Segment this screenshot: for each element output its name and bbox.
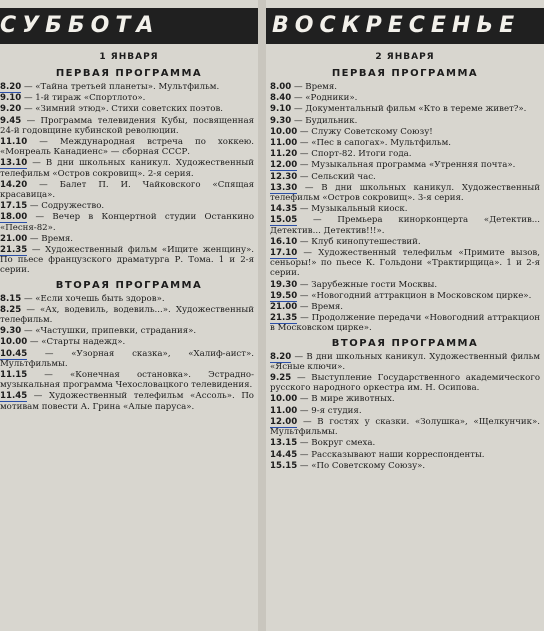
entry-text: — В гостях у сказки. «Золушка», «Щелкунчик». Мультфильмы.: [270, 416, 540, 438]
saturday-program2-title: ВТОРАЯ ПРОГРАММА: [55, 279, 203, 291]
entry-text: — Вечер в Концертной студии Останкино «Песня-82».: [0, 212, 254, 233]
schedule-entry: [270, 461, 540, 471]
entry-text: — Программа телевидения Кубы, посвященная 24-й годовщине кубинской революции.: [0, 115, 254, 136]
entry-time: 18.00: [0, 212, 28, 223]
entry-text: — Художественный телефильм «Ассоль». По мотивам повести А. Грина «Алые паруса».: [0, 391, 254, 412]
schedule-entry: [0, 201, 254, 211]
entry-text: — Спорт-82. Итоги года.: [299, 149, 412, 160]
entry-time: 17.10: [270, 248, 298, 259]
entry-time: 13.10: [0, 158, 28, 169]
schedule-entry: [270, 280, 540, 290]
entry-time: 15.15: [270, 460, 298, 471]
entry-text: — «Если хочешь быть здоров».: [23, 293, 165, 304]
schedule-entry: [0, 93, 254, 103]
schedule-entry: [270, 313, 540, 333]
entry-time: 9.20: [0, 104, 22, 115]
schedule-entry: [270, 373, 540, 393]
entry-time: 21.35: [0, 245, 28, 256]
entry-time: 19.30: [270, 279, 298, 290]
schedule-entry: [270, 302, 540, 312]
entry-time: 14.20: [0, 179, 28, 190]
schedule-entry: [270, 149, 540, 159]
schedule-entry: [270, 172, 540, 182]
schedule-entry: [0, 137, 254, 157]
schedule-entry: [0, 294, 254, 304]
schedule-entry: [270, 352, 540, 372]
schedule-entry: [0, 104, 254, 114]
entry-text: — Время.: [293, 82, 338, 92]
entry-time: 9.30: [0, 326, 22, 337]
entry-time: 21.00: [0, 233, 28, 244]
entry-text: — «Старты надежд».: [29, 337, 126, 348]
sunday-day-name: ВОСКРЕСЕНЬЕ: [272, 13, 521, 38]
schedule-entry: [0, 391, 254, 411]
saturday-program2-list: [0, 294, 258, 412]
entry-time: 8.40: [270, 93, 292, 104]
entry-time: 21.35: [270, 313, 298, 324]
schedule-entry: [270, 450, 540, 460]
entry-text: — Содружество.: [29, 201, 105, 212]
entry-text: — Вокруг смеха.: [299, 438, 376, 449]
entry-text: — Служу Советскому Союзу!: [299, 126, 433, 137]
entry-text: — Будильник.: [293, 115, 358, 126]
entry-time: 8.25: [0, 304, 22, 315]
schedule-entry: [270, 406, 540, 416]
entry-time: 19.50: [270, 290, 298, 301]
column-divider: [258, 0, 266, 631]
schedule-entry: [0, 305, 254, 325]
entry-time: 8.20: [0, 82, 22, 92]
entry-time: 9.10: [270, 104, 292, 115]
sunday-date: 2 ЯНВАРЯ: [375, 52, 435, 62]
schedule-entry: [270, 204, 540, 214]
saturday-column: [0, 0, 258, 631]
entry-time: 11.10: [0, 137, 28, 148]
entry-text: — Клуб кинопутешествий.: [299, 236, 421, 247]
entry-text: — В дни школьных каникул. Художественный фильм «Ясные ключи».: [270, 351, 541, 372]
sunday-column: [266, 0, 544, 631]
entry-text: — «Конечная остановка». Эстрадно-музыкальная программа Чехословацкого телевидения.: [0, 370, 255, 391]
entry-time: 12.30: [270, 171, 298, 182]
entry-text: — «Тайна третьей планеты». Мультфильм.: [23, 82, 220, 92]
schedule-entry: [270, 394, 540, 404]
entry-text: — В дни школьных каникул. Художественный телефильм «Остров сокровищ». 2-я серия.: [0, 158, 254, 179]
schedule-entry: [270, 183, 540, 203]
entry-text: — Зарубежные гости Москвы.: [299, 279, 438, 290]
entry-text: — Художественный фильм «Ищите женщину». По пьесе французского драматурга Р. Тома. 1 и 2-я серии.: [0, 245, 254, 276]
saturday-header: [0, 8, 258, 44]
entry-time: 10.45: [0, 348, 28, 359]
entry-time: 14.35: [270, 204, 298, 215]
schedule-entry: [270, 116, 540, 126]
entry-time: 8.15: [0, 293, 22, 304]
schedule-entry: [270, 438, 540, 448]
schedule-entry: [0, 245, 254, 276]
entry-text: — Выступление Государственного академического русского народного оркестра им. Н. Осипова.: [270, 373, 540, 394]
schedule-entry: [270, 291, 540, 301]
schedule-entry: [270, 417, 540, 437]
schedule-entry: [270, 93, 540, 103]
entry-time: 8.20: [270, 351, 292, 362]
entry-text: — Документальный фильм «Кто в тереме живет?».: [293, 104, 527, 115]
schedule-entry: [0, 326, 254, 336]
entry-text: — В дни школьных каникул. Художественный телефильм «Остров сокровищ». 3-я серия.: [270, 182, 540, 204]
entry-text: — 9-я студия.: [299, 405, 362, 416]
entry-time: 11.20: [270, 149, 298, 160]
schedule-entry: [0, 116, 254, 136]
schedule-entry: [0, 212, 254, 232]
sunday-program2-list: [266, 352, 544, 471]
schedule-entry: [270, 127, 540, 137]
schedule-entry: [0, 370, 254, 390]
entry-time: 13.30: [270, 182, 298, 193]
entry-time: 11.00: [270, 405, 298, 416]
entry-text: — Музыкальный киоск.: [299, 204, 408, 215]
entry-text: — Сельский час.: [299, 171, 376, 182]
saturday-program1-title: ПЕРВАЯ ПРОГРАММА: [55, 68, 203, 79]
entry-text: — 1-й тираж «Спортлото».: [23, 93, 146, 104]
schedule-entry: [270, 104, 540, 114]
schedule-entry: [270, 237, 540, 247]
entry-time: 11.45: [0, 391, 28, 402]
sunday-header: [266, 8, 544, 44]
entry-time: 10.00: [270, 126, 298, 137]
entry-text: — «Родники».: [293, 93, 358, 104]
schedule-entry: [0, 158, 254, 178]
schedule-entry: [270, 248, 540, 279]
schedule-entry: [0, 337, 254, 347]
entry-time: 12.00: [270, 416, 298, 427]
entry-text: — «Новогодний аттракцион в Московском цирке».: [299, 290, 532, 301]
entry-text: — Музыкальная программа «Утренняя почта».: [299, 160, 516, 171]
entry-text: — Международная встреча по хоккею. «Монреаль Канадиенс» — сборная СССР.: [0, 137, 254, 158]
saturday-date: 1 ЯНВАРЯ: [99, 52, 159, 62]
sunday-program2-title: ВТОРАЯ ПРОГРАММА: [331, 337, 479, 349]
entry-time: 17.15: [0, 201, 28, 212]
entry-text: — Художественный телефильм «Примите вызов, сеньоры!» по пьесе К. Гольдони «Трактирщица». 1 и 2-я серии.: [270, 248, 541, 279]
schedule-entry: [0, 234, 254, 244]
entry-text: — «Зимний этюд». Стихи советских поэтов.: [23, 104, 224, 115]
entry-time: 15.05: [270, 215, 298, 226]
schedule-entry: [270, 82, 540, 92]
entry-text: — Рассказывают наши корреспонденты.: [299, 449, 485, 460]
entry-text: — Время.: [29, 233, 73, 244]
entry-time: 16.10: [270, 236, 298, 247]
entry-time: 9.30: [270, 115, 292, 126]
entry-text: — Премьера кинорконцерта «Детектив... Детектив... Детектив!!!».: [270, 215, 540, 236]
entry-time: 8.00: [270, 82, 292, 92]
entry-time: 13.15: [270, 438, 298, 449]
entry-time: 10.00: [270, 394, 298, 405]
entry-text: — В мире животных.: [299, 394, 395, 405]
entry-text: — «Пес в сапогах». Мультфильм.: [299, 138, 451, 149]
entry-text: — «Частушки, припевки, страдания».: [23, 326, 197, 337]
entry-time: 11.15: [0, 370, 28, 381]
entry-time: 12.00: [270, 160, 298, 171]
entry-text: — Продолжение передачи «Новогодний аттракцион в Московском цирке».: [270, 313, 541, 334]
entry-text: — «Ах, водевиль, водевиль...». Художественный телефильм.: [0, 304, 254, 326]
entry-time: 9.25: [270, 373, 292, 384]
schedule-entry: [270, 138, 540, 148]
entry-time: 10.00: [0, 337, 28, 348]
schedule-entry: [0, 180, 254, 200]
entry-time: 11.00: [270, 138, 298, 149]
entry-time: 9.45: [0, 115, 22, 126]
schedule-entry: [0, 82, 254, 92]
saturday-program1-list: [0, 82, 258, 276]
schedule-entry: [270, 160, 540, 170]
entry-time: 14.45: [270, 449, 298, 460]
schedule-entry: [270, 215, 540, 235]
sunday-program1-title: ПЕРВАЯ ПРОГРАММА: [331, 68, 479, 79]
entry-text: — «Узорная сказка», «Халиф-аист». Мультфильмы.: [0, 348, 254, 369]
entry-time: 21.00: [270, 302, 298, 313]
entry-text: — Время.: [299, 302, 343, 313]
schedule-entry: [0, 349, 254, 369]
sunday-program1-list: [266, 82, 544, 334]
entry-text: — Балет П. И. Чайковского «Спящая красавица».: [0, 179, 254, 201]
entry-text: — «По Советскому Союзу».: [299, 460, 426, 471]
entry-time: 9.10: [0, 93, 22, 104]
saturday-day-name: СУББОТА: [0, 13, 160, 38]
